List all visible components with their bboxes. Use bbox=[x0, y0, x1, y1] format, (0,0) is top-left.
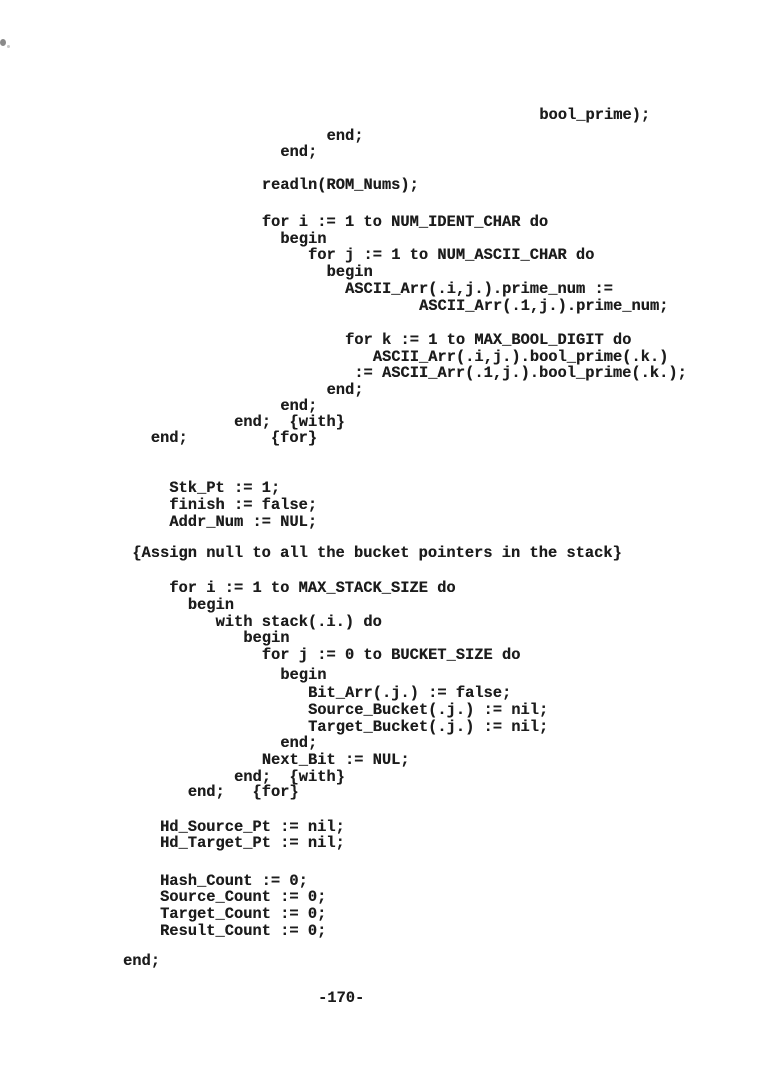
code-line: finish := false; bbox=[169, 496, 318, 514]
code-line: end; bbox=[123, 952, 160, 970]
code-line: Source_Bucket(.j.) := nil; bbox=[308, 701, 549, 719]
code-line: end; bbox=[326, 127, 364, 145]
code-line: Stk_Pt := 1; bbox=[169, 479, 281, 497]
code-line: for j := 1 to NUM_ASCII_CHAR do bbox=[308, 246, 595, 264]
code-line: end; bbox=[280, 143, 318, 161]
code-line: Target_Bucket(.j.) := nil; bbox=[308, 718, 549, 736]
code-line: end; {with} bbox=[234, 768, 345, 786]
code-line: bool_prime); bbox=[539, 106, 651, 124]
code-line: {Assign null to all the bucket pointers in the stack} bbox=[132, 544, 622, 562]
code-line: for j := 0 to BUCKET_SIZE do bbox=[261, 646, 521, 664]
code-line: ASCII_Arr(.i,j.).prime_num := bbox=[345, 280, 613, 298]
code-line: end; bbox=[280, 734, 318, 752]
code-line: end; bbox=[280, 397, 318, 415]
code-line: begin bbox=[326, 263, 373, 281]
code-line: Target_Count := 0; bbox=[160, 905, 327, 923]
code-line: Hash_Count := 0; bbox=[160, 872, 308, 890]
code-line: readln(ROM_Nums); bbox=[261, 176, 419, 194]
code-line: with stack(.i.) do bbox=[215, 613, 382, 631]
code-line: Bit_Arr(.j.) := false; bbox=[308, 684, 512, 702]
code-line: for i := 1 to MAX_STACK_SIZE do bbox=[169, 579, 456, 597]
code-line: Next_Bit := NUL; bbox=[261, 751, 410, 769]
code-line: end; {with} bbox=[234, 413, 345, 431]
code-line: end; {for} bbox=[187, 783, 299, 801]
code-line: Hd_Target_Pt := nil; bbox=[160, 834, 345, 852]
code-line: begin bbox=[280, 230, 327, 248]
code-line: Hd_Source_Pt := nil; bbox=[160, 818, 345, 836]
code-line: for i := 1 to NUM_IDENT_CHAR do bbox=[261, 213, 549, 231]
scan-artifact-speck bbox=[0, 39, 6, 46]
scan-artifact-speck bbox=[7, 45, 10, 48]
code-line: end; {for} bbox=[150, 429, 317, 447]
code-line: Addr_Num := NUL; bbox=[169, 513, 318, 531]
code-line: end; bbox=[326, 381, 364, 399]
code-line: begin bbox=[187, 596, 234, 614]
code-line: ASCII_Arr(.i,j.).bool_prime(.k.) bbox=[372, 348, 669, 366]
code-line: for k := 1 to MAX_BOOL_DIGIT do bbox=[345, 331, 632, 349]
code-line: := ASCII_Arr(.1,j.).bool_prime(.k.); bbox=[354, 364, 687, 382]
code-line: begin bbox=[280, 666, 327, 684]
page-number: -170- bbox=[318, 989, 365, 1007]
code-line: ASCII_Arr(.1,j.).prime_num; bbox=[419, 297, 669, 315]
code-line: Source_Count := 0; bbox=[160, 888, 327, 906]
code-line: Result_Count := 0; bbox=[160, 922, 327, 940]
code-line: begin bbox=[243, 629, 290, 647]
